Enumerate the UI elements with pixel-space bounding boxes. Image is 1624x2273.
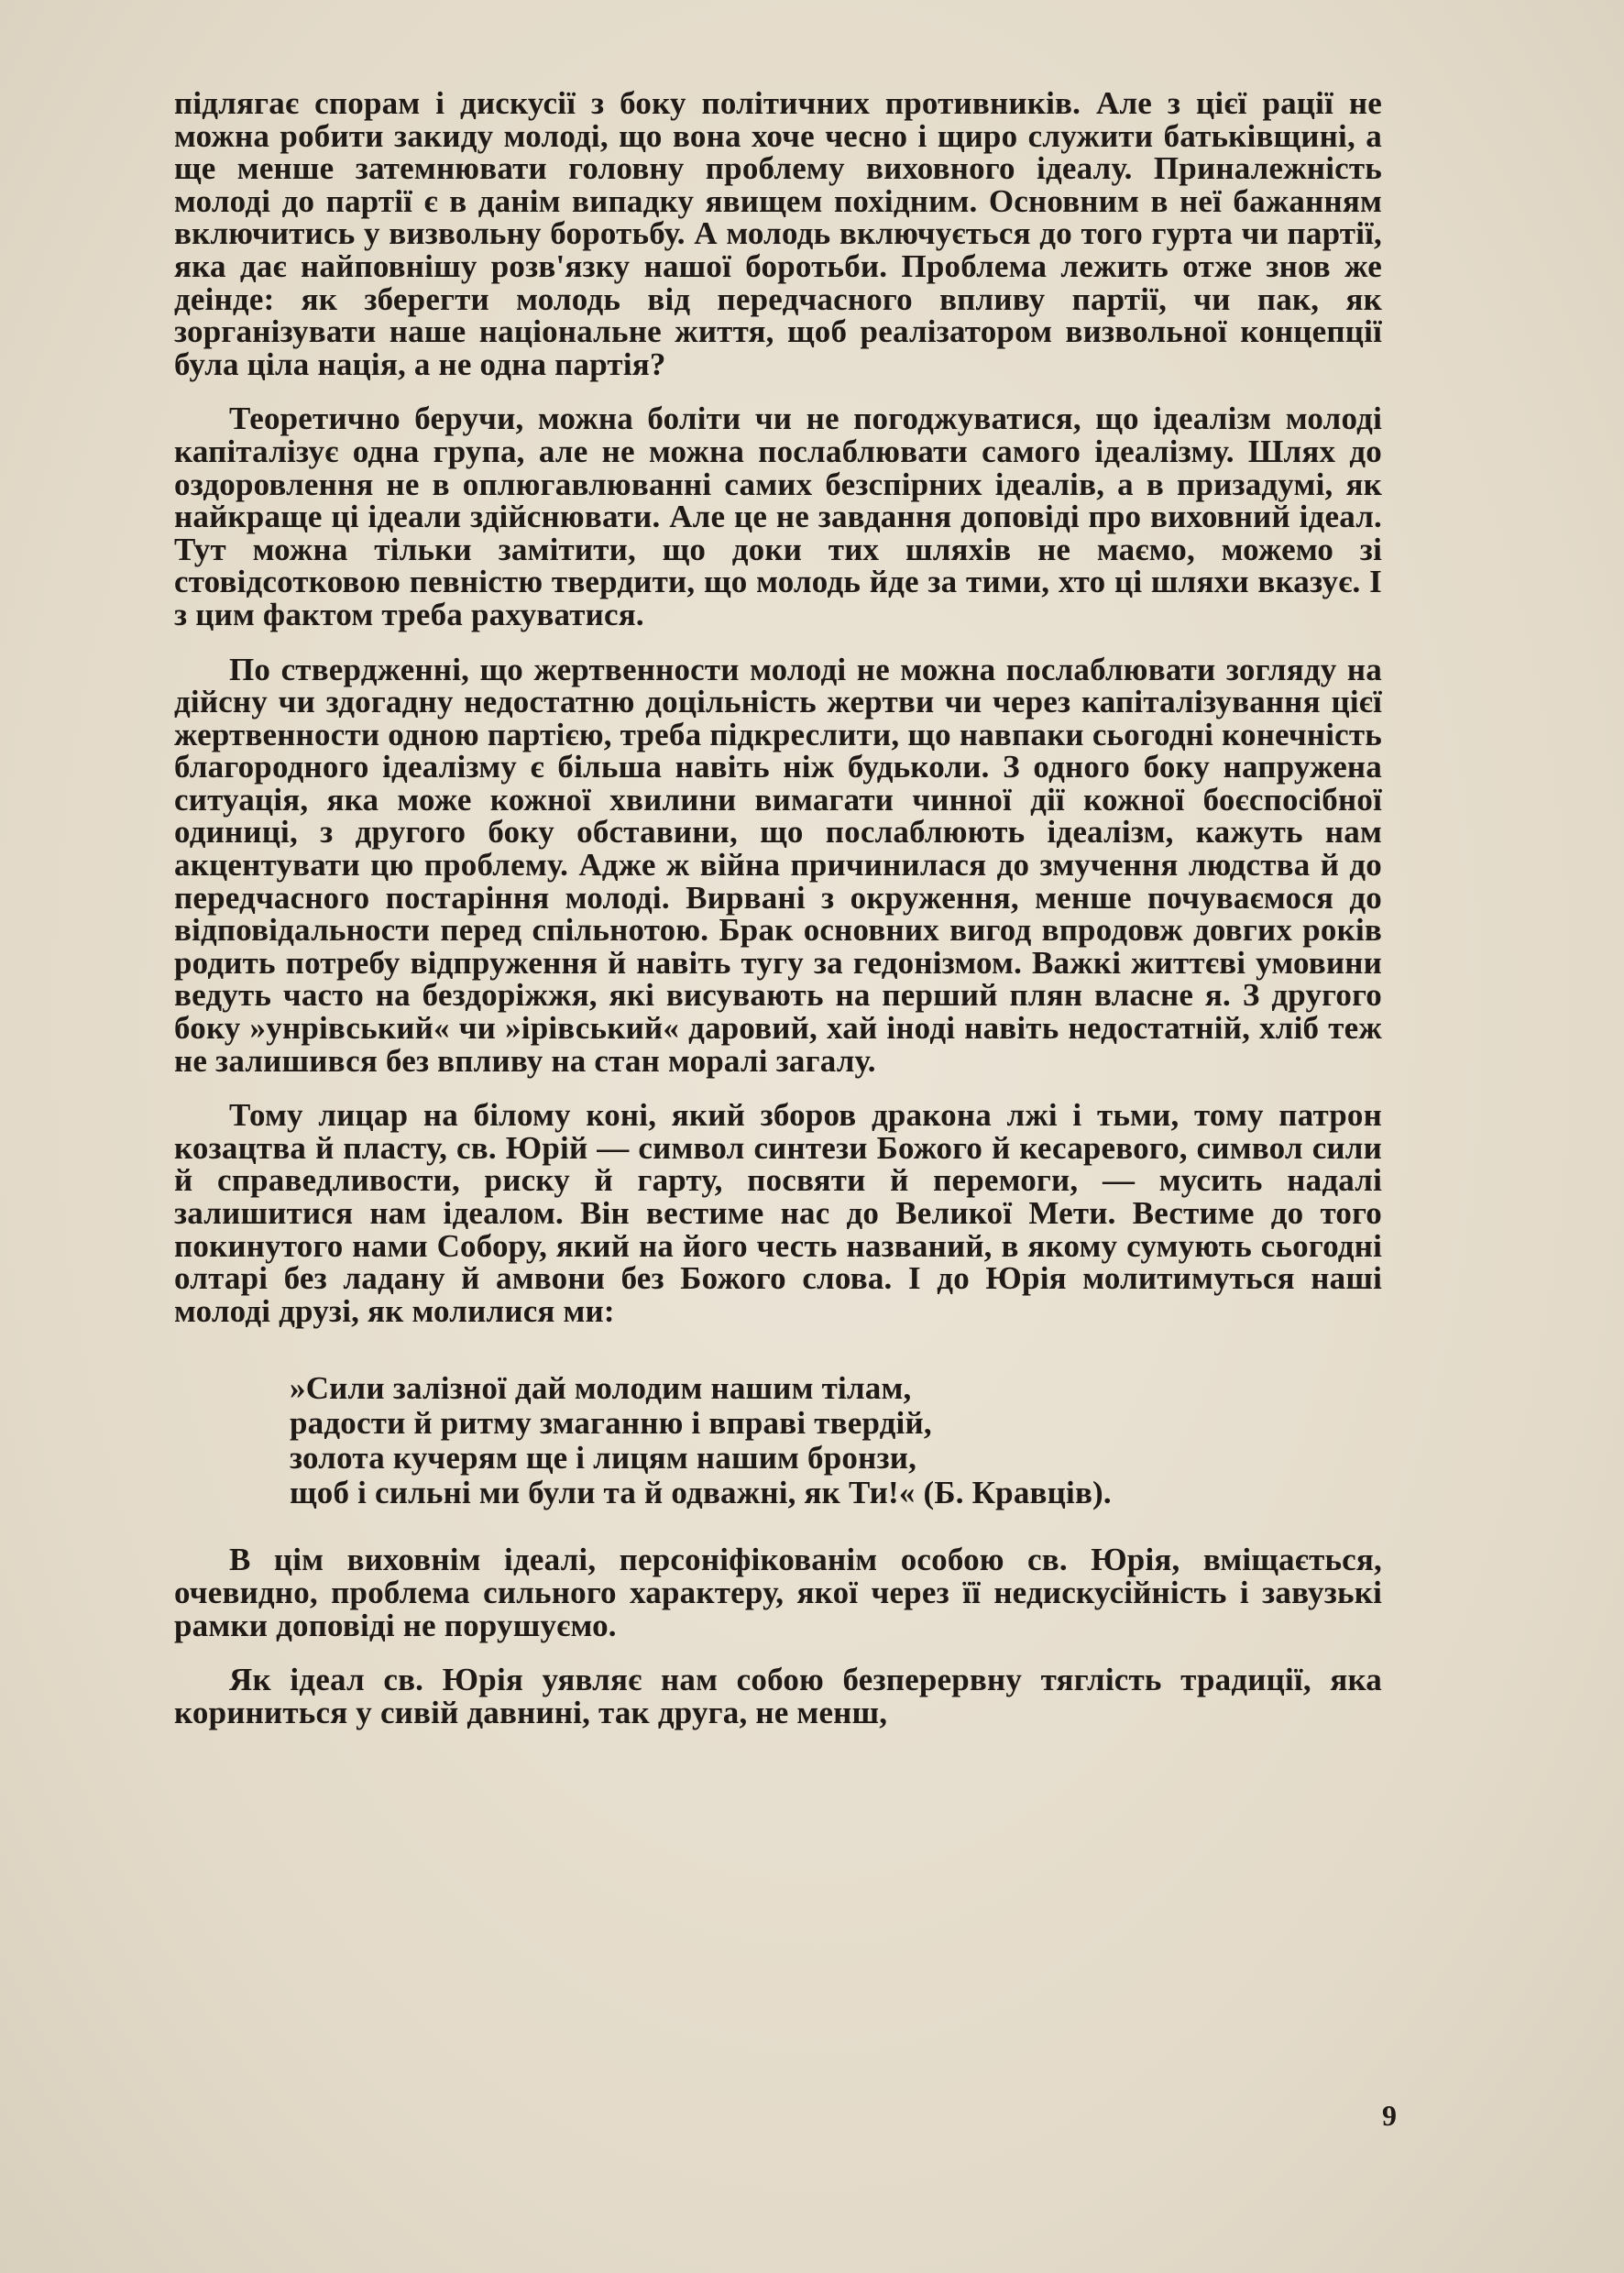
- paragraph-1: підлягає спорам і дискусії з боку політичних противників. Але з цієї рації не можна робити закиду молоді, що вона хоче чесно і щиро служити батьківщині, а ще менше затемнювати головну проблему виховного ідеалу. Приналежність молоді до партії є в данім випадку явищем похідним. Основним в неї бажанням включитись у визвольну боротьбу. А молодь включується до того гурта чи партії, яка дає найповнішу розв'язку нашої боротьби. Проблема лежить отже знов же деінде: як зберегти молодь від передчасного впливу партії, чи пак, як зорганізувати наше національне життя, щоб реалізатором визвольної концепції була ціла нація, а не одна партія?: [174, 85, 1382, 382]
- body-text: [174, 87, 1382, 1751]
- paragraph-3: По ствердженні, що жертвенности молоді не можна послаблювати зогляду на дійсну чи здогадну недостатню доцільність жертви чи через капіталізування цієї жертвенности одною партією, треба підкреслити, що навпаки сьогодні конечність благородного ідеалізму є більша навіть ніж будьколи. З одного боку напружена ситуація, яка може кожної хвилини вимагати чинної дії кожної боєспосібної одиниці, з другого боку обставини, що послаблюють ідеалізм, кажуть нам акцентувати цю проблему. Адже ж війна причинилася до змучення людства й до передчасного постаріння молоді. Вирвані з окруження, менше почуваємося до відповідальности перед спільнотою. Брак основних вигод впродовж довгих років родить потребу відпруження й навіть тугу за гедонізмом. Важкі життєві умовини ведуть часто на бездоріжжя, які висувають на перший плян власне я. З другого боку »унрівський« чи »ірівський« даровий, хай іноді навіть недостатній, хліб теж не залишився без впливу на стан моралі загалу.: [174, 651, 1382, 1079]
- paragraph-5: В цім виховнім ідеалі, персоніфікованім особою св. Юрія, вміщається, очевидно, проблема сильного характеру, якої через її недискусійність і завузькі рамки доповіді не порушуємо.: [174, 1542, 1382, 1643]
- poem-line-1: »Сили залізної дай молодим нашим тілам,: [290, 1370, 912, 1407]
- paragraph-6: Як ідеал св. Юрія уявляє нам собою безперервну тяглість традиції, яка кориниться у сивій давнині, так друга, не менш,: [174, 1662, 1382, 1730]
- paragraph-4: Тому лицар на білому коні, який зборов дракона лжі і тьми, тому патрон козацтва й пласту, св. Юрій — символ синтези Божого й кесаревого, символ сили й справедливости, риску й гарту, посвяти й перемоги, — мусить надалі залишитися нам ідеалом. Він вестиме нас до Великої Мети. Вестиме до того покинутого нами Собору, який на його честь названий, в якому сумують сьогодні олтарі без ладану й амвони без Божого слова. І до Юрія молитимуться наші молоді друзі, як молилися ми:: [174, 1097, 1382, 1329]
- poem-line-2: радости й ритму змаганню і вправі твердій,: [290, 1405, 932, 1442]
- page-number: 9: [1382, 2099, 1397, 2132]
- poem-line-4: щоб і сильні ми були та й одважні, як Ти!« (Б. Кравців).: [290, 1475, 1112, 1511]
- paragraph-2: Теоретично беручи, можна боліти чи не погоджуватися, що ідеалізм молоді капіталізує одна група, але не можна послаблювати самого ідеалізму. Шлях до оздоровлення не в оплюгавлюванні самих безспірних ідеалів, а в призадумі, як найкраще ці ідеали здійснювати. Але це не завдання доповіді про виховний ідеал. Тут можна тільки замітити, що доки тих шляхів не маємо, можемо зі стовідсотковою певністю твердити, що молодь йде за тими, хто ці шляхи вказує. І з цим фактом треба рахуватися.: [174, 401, 1382, 632]
- poem-quote: [290, 1371, 1382, 1510]
- poem-line-3: золота кучерям ще і лицям нашим бронзи,: [290, 1440, 917, 1477]
